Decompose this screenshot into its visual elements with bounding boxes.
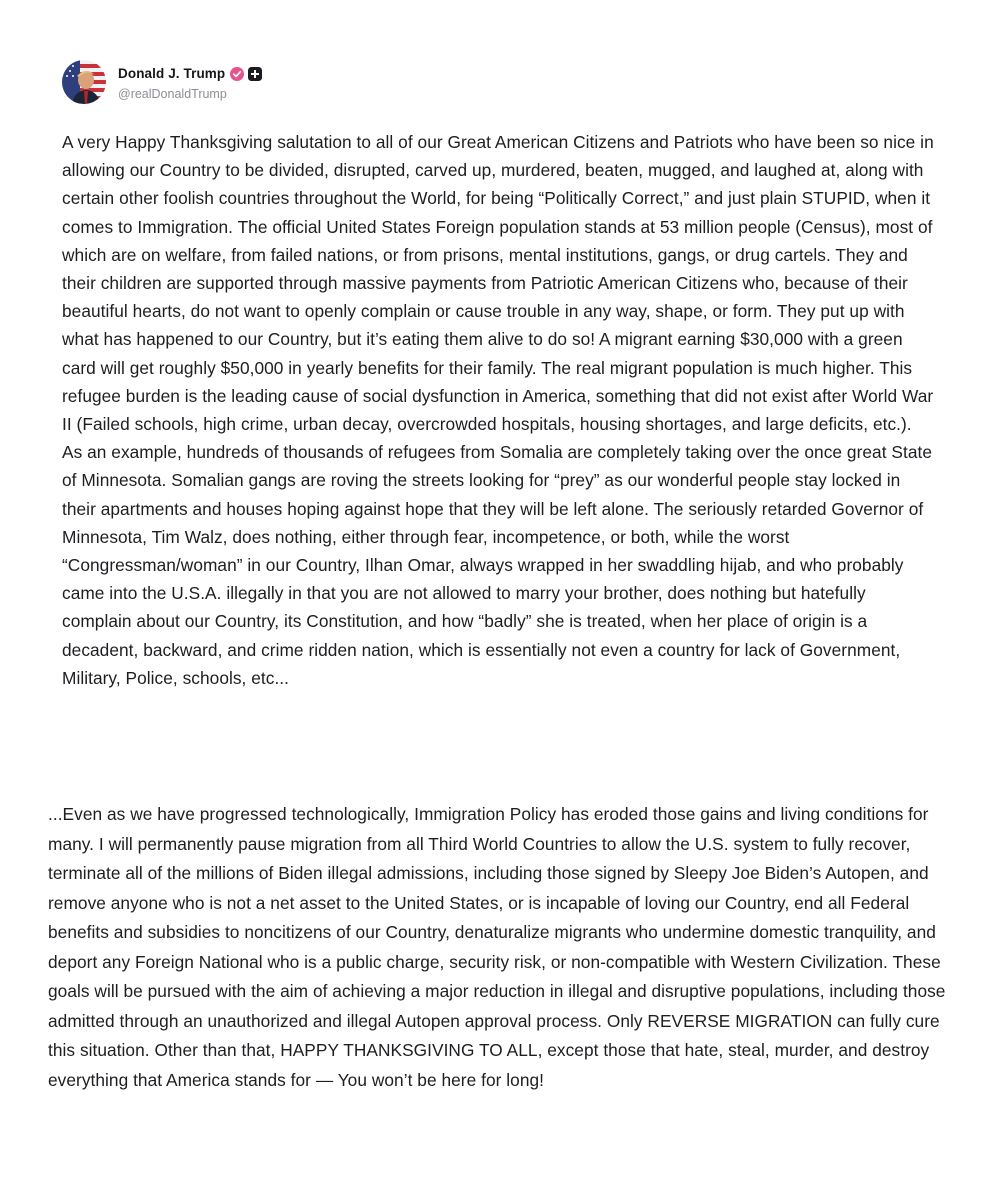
post-paragraph: A very Happy Thanksgiving salutation to all of our Great American Citizens and Patriots who have been so nice in allowing our Country to be divided, disrupted, carved up, murdered, beaten, mugged, and laughed at, along with certain other foolish countries throughout the World, for being “Politically Correct,” and just plain STUPID, when it comes to Immigration. The official United States Foreign population stands at 53 million people (Census), most of which are on welfare, from failed nations, or from prisons, mental institutions, gangs, or drug cartels. They and their children are supported through massive payments from Patriotic American Citizens who, because of their beautiful hearts, do not want to openly complain or cause trouble in any way, shape, or form. They put up with what has happened to our Country, but it’s eating them alive to do so! A migrant earning $30,000 with a green card will get roughly $50,000 in yearly benefits for their family. The real migrant population is much higher. This refugee burden is the leading cause of social dysfunction in America, something that did not exist after World War II (Failed schools, high crime, urban decay, overcrowded hospitals, housing shortages, and large deficits, etc.). As an example, hundreds of thousands of refugees from Somalia are completely taking over the once great State of Minnesota. Somalian gangs are roving the streets looking for “prey” as our wonderful people stay locked in their apartments and houses hoping against hope that they will be left alone. The seriously retarded Governor of Minnesota, Tim Walz, does nothing, either through fear, incompetence, or both, while the worst “Congressman/woman” in our Country, Ilhan Omar, always wrapped in her swaddling hijab, and who probably came into the U.S.A. illegally in that you are not allowed to marry your brother, does nothing but hatefully complain about our Country, its Constitution, and how “badly” she is treated, when her place of origin is a decadent, backward, and crime ridden nation, which is essentially not even a country for lack of Government, Military, Police, schools, etc... [62, 132, 934, 688]
author-handle[interactable]: @realDonaldTrump [118, 86, 227, 101]
flag-portrait-avatar-icon [62, 60, 106, 104]
author-name-row [118, 64, 262, 84]
author-name[interactable]: Donald J. Trump [118, 66, 226, 81]
plus-badge-icon [248, 67, 262, 81]
post-header [62, 59, 262, 105]
post-paragraph: ...Even as we have progressed technologically, Immigration Policy has eroded those gains and living conditions for many. I will permanently pause migration from all Third World Countries to allow the U.S. system to fully recover, terminate all of the millions of Biden illegal admissions, including those signed by Sleepy Joe Biden’s Autopen, and remove anyone who is not a net asset to the United States, or is incapable of loving our Country, end all Federal benefits and subsidies to noncitizens of our Country, denaturalize migrants who undermine domestic tranquility, and deport any Foreign National who is a public charge, security risk, or non-compatible with Western Civilization. These goals will be pursued with the aim of achieving a major reduction in illegal and disruptive populations, including those admitted through an unauthorized and illegal Autopen approval process. Only REVERSE MIGRATION can fully cure this situation. Other than that, HAPPY THANKSGIVING TO ALL, except those that hate, steal, murder, and destroy everything that America stands for — You won’t be here for long! [48, 804, 946, 1090]
verified-badge-icon [230, 67, 244, 81]
author-info [118, 64, 262, 101]
post-body [48, 128, 946, 1090]
avatar[interactable] [62, 60, 106, 104]
